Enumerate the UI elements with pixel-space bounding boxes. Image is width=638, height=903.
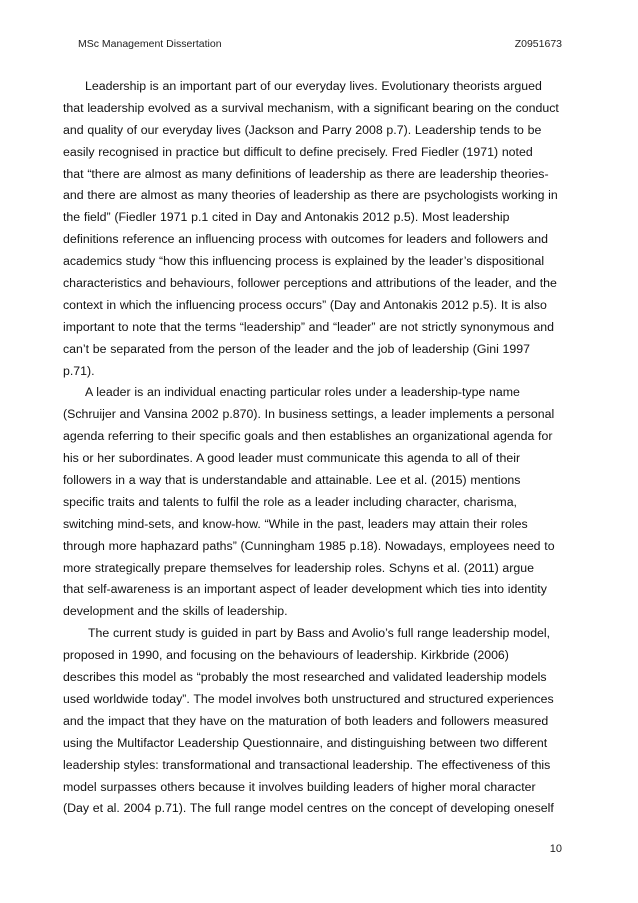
paragraph-1-line: easily recognised in practice but difficult to define precisely. Fred Fiedler (1971) noted <box>63 144 533 159</box>
paragraph-2-line: his or her subordinates. A good leader must communicate this agenda to all of their <box>63 451 521 466</box>
paragraph-3-line: proposed in 1990, and focusing on the behaviours of leadership. Kirkbride (2006) <box>63 648 509 663</box>
header-student-id: Z0951673 <box>514 38 562 50</box>
paragraph-1-line: academics study “how this influencing process is explained by the leader’s dispositional <box>63 254 545 269</box>
paragraph-2-line: A leader is an individual enacting particular roles under a leadership-type name <box>85 385 520 400</box>
paragraph-3-line: model surpasses others because it involves building leaders of higher moral character <box>63 779 536 794</box>
page-header <box>78 38 562 54</box>
paragraph-3-line: and the impact that they have on the maturation of both leaders and followers measured <box>63 713 549 728</box>
paragraph-2-line: agenda referring to their specific goals and then establishes an organizational agenda for <box>63 429 553 444</box>
header-title: MSc Management Dissertation <box>78 38 222 50</box>
paragraph-2-line: development and the skills of leadership. <box>63 604 288 619</box>
paragraph-3-line: used worldwide today”. The model involves both unstructured and structured experiences <box>63 691 554 706</box>
paragraph-1-line: that leadership evolved as a survival mechanism, with a significant bearing on the conduct <box>63 100 559 115</box>
paragraph-1-line: the field” (Fiedler 1971 p.1 cited in Day and Antonakis 2012 p.5). Most leadership <box>63 210 510 225</box>
paragraph-1-line: and there are almost as many theories of leadership as there are psychologists working in <box>63 188 558 203</box>
paragraph-2-line: followers in a way that is understandable and attainable. Lee et al. (2015) mentions <box>63 473 521 488</box>
paragraph-3-line: describes this model as “probably the most researched and validated leadership models <box>63 670 547 685</box>
paragraph-2-line: that self-awareness is an important aspect of leader development which ties into identity <box>63 582 547 597</box>
page-number: 10 <box>549 843 562 855</box>
paragraph-1-line: definitions reference an influencing process with outcomes for leaders and followers and <box>63 232 548 247</box>
body-text <box>63 76 577 820</box>
paragraph-1-line: p.71). <box>63 363 95 378</box>
paragraph-1-line: that “there are almost as many definitions of leadership as there are leadership theories- <box>63 166 549 181</box>
paragraph-1-line: important to note that the terms “leadership” and “leader” are not strictly synonymous and <box>63 319 555 334</box>
paragraph-1-line: and quality of our everyday lives (Jackson and Parry 2008 p.7). Leadership tends to be <box>63 122 542 137</box>
paragraph-3-line: leadership styles: transformational and transactional leadership. The effectiveness of this <box>63 757 551 772</box>
paragraph-1-line: characteristics and behaviours, follower perceptions and attributions of the leader, and the <box>63 276 557 291</box>
paragraph-2-line: (Schruijer and Vansina 2002 p.870). In business settings, a leader implements a personal <box>63 407 555 422</box>
paragraph-2-line: specific traits and talents to fulfil the role as a leader including character, charisma, <box>63 494 517 509</box>
paragraph-3-line: using the Multifactor Leadership Questionnaire, and distinguishing between two different <box>63 735 548 750</box>
paragraph-2-line: more strategically prepare themselves for leadership roles. Schyns et al. (2011) argue <box>63 560 534 575</box>
paragraph-1-line: can’t be separated from the person of the leader and the job of leadership (Gini 1997 <box>63 341 531 356</box>
paragraph-2-line: switching mind-sets, and know-how. “While in the past, leaders may attain their roles <box>63 516 528 531</box>
paragraph-3-line: (Day et al. 2004 p.71). The full range model centres on the concept of developing oneself <box>63 801 554 816</box>
paragraph-2-line: through more haphazard paths” (Cunningham 1985 p.18). Nowadays, employees need to <box>63 538 555 553</box>
paragraph-1-line: Leadership is an important part of our everyday lives. Evolutionary theorists argued <box>85 79 542 93</box>
paragraph-1-line: context in which the influencing process occurs” (Day and Antonakis 2012 p.5). It is also <box>63 297 547 312</box>
paragraph-3-line: The current study is guided in part by Bass and Avolio’s full range leadership model, <box>88 626 551 641</box>
